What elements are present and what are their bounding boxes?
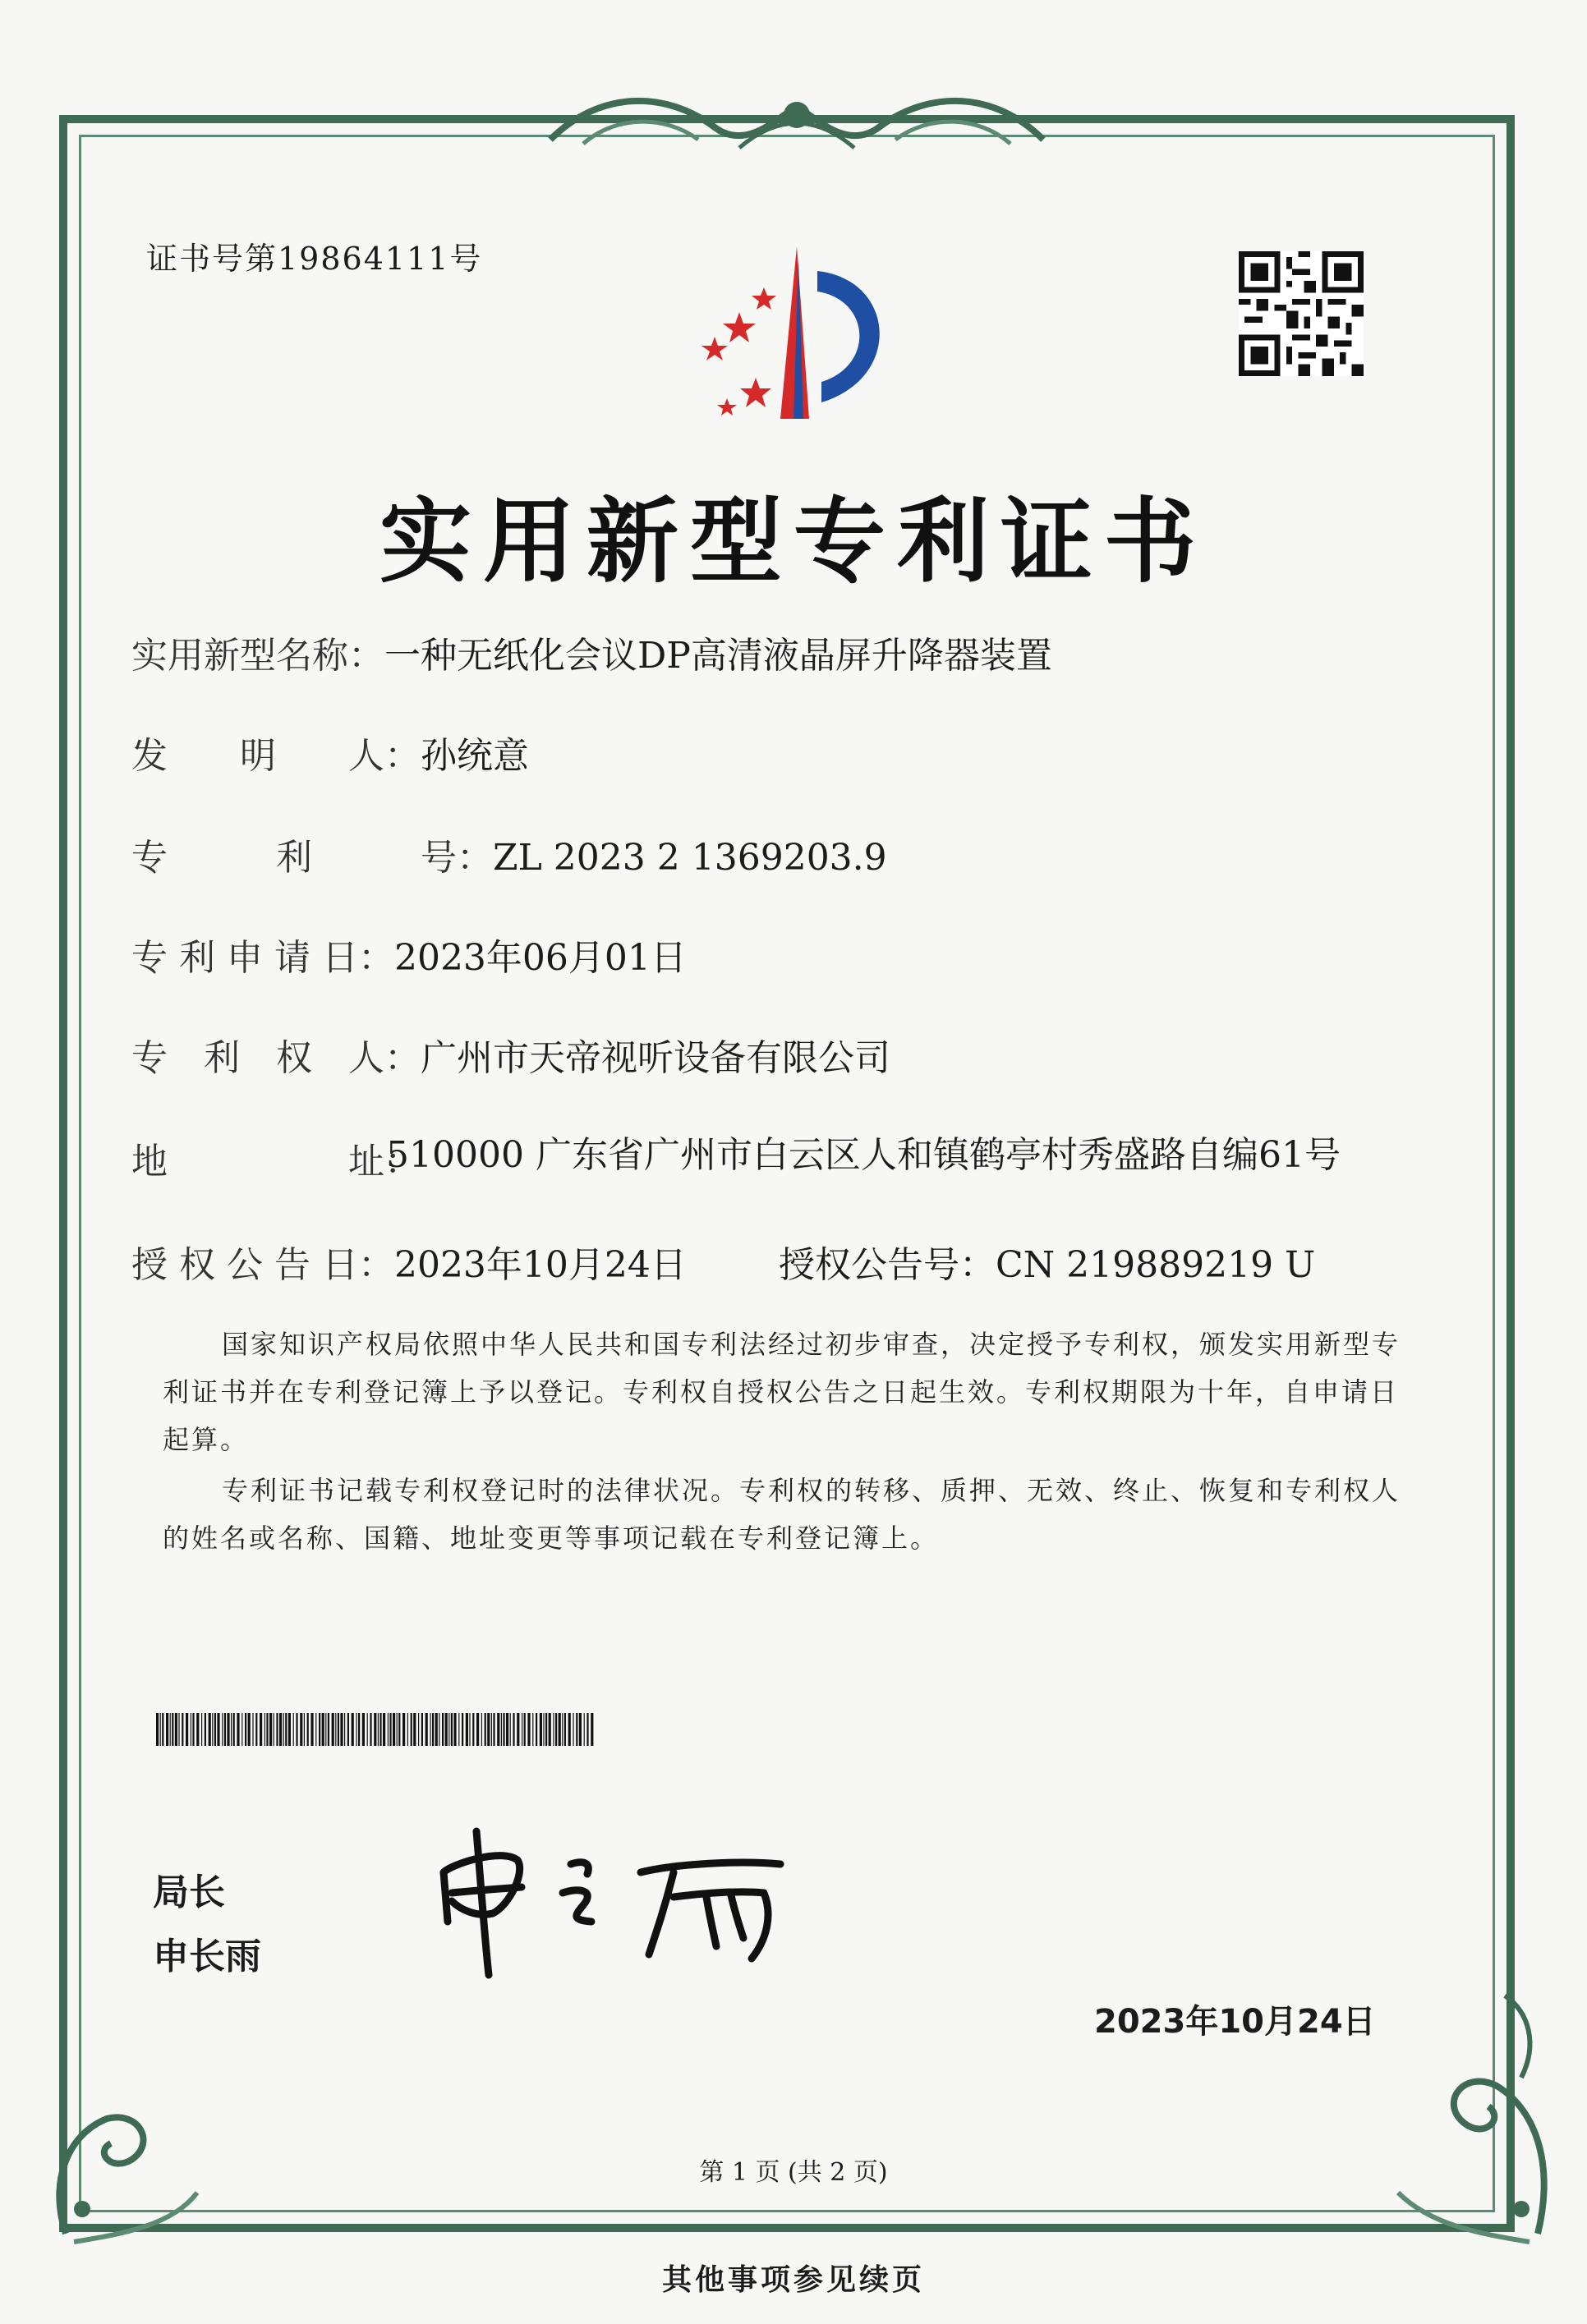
issue-date: 2023年10月24日 xyxy=(1094,2003,1376,2041)
utility-model-name-label: 实用新型名称： xyxy=(131,635,384,677)
legal-statement-paragraph-2: 专利证书记载专利权登记时的法律状况。专利权的转移、质押、无效、终止、恢复和专利权人的姓名或名称、国籍、地址变更等事项记载在专利登记簿上。 xyxy=(163,1475,1401,1554)
grant-date-row xyxy=(131,1235,687,1288)
address-value: 510000 广东省广州市白云区人和镇鹤亭村秀盛路自编61号 xyxy=(386,1134,1341,1176)
grant-date-value: 2023年10月24日 xyxy=(393,1244,687,1286)
patent-number-value: ZL 2023 2 1369203.9 xyxy=(493,837,887,879)
footer-continuation-note: 其他事项参见续页 xyxy=(661,2262,925,2297)
director-name: 申长雨 xyxy=(153,1936,261,1977)
corner-ornament-bottom-right-icon xyxy=(1373,1987,1571,2250)
patentee-row xyxy=(131,1028,890,1081)
publication-number-value: CN 219889219 U xyxy=(996,1244,1316,1286)
patent-number-row xyxy=(131,828,887,880)
patentee-label: 专 利 权 人： xyxy=(131,1037,421,1079)
publication-number-label: 授权公告号： xyxy=(779,1244,996,1286)
application-date-row xyxy=(131,928,687,981)
top-ornament-icon xyxy=(534,82,1060,164)
qr-code-icon xyxy=(1239,251,1364,376)
application-date-label: 专 利 申 请 日： xyxy=(131,937,394,979)
inventor-label: 发 明 人： xyxy=(131,735,421,777)
utility-model-name-row xyxy=(131,626,1052,678)
page-indicator: 第 1 页 (共 2 页) xyxy=(699,2158,888,2187)
patent-number-label: 专 利 号： xyxy=(131,837,493,879)
application-date-value: 2023年06月01日 xyxy=(393,937,687,979)
patentee-value: 广州市天帝视听设备有限公司 xyxy=(421,1037,890,1079)
grant-date-label: 授 权 公 告 日： xyxy=(131,1244,394,1286)
address-label: 地 址： xyxy=(131,1141,421,1183)
inventor-row xyxy=(131,726,529,778)
inventor-value: 孙统意 xyxy=(421,735,529,777)
barcode-icon xyxy=(156,1713,596,1746)
cnipa-logo-icon xyxy=(657,238,920,435)
certificate-number: 证书号第19864111号 xyxy=(146,241,483,277)
director-title: 局长 xyxy=(153,1872,225,1913)
utility-model-name-value: 一种无纸化会议DP高清液晶屏升降器装置 xyxy=(384,635,1052,677)
certificate-title: 实用新型专利证书 xyxy=(380,489,1208,595)
legal-statement-paragraph-1: 国家知识产权局依照中华人民共和国专利法经过初步审查，决定授予专利权，颁发实用新型专利证书并在专利登记簿上予以登记。专利权自授权公告之日起生效。专利权期限为十年，自申请日起算。 xyxy=(163,1329,1401,1455)
director-block xyxy=(153,1861,261,1989)
address-row xyxy=(131,1132,1341,1184)
director-signature-icon xyxy=(427,1815,805,1979)
publication-number-row xyxy=(779,1235,1315,1288)
